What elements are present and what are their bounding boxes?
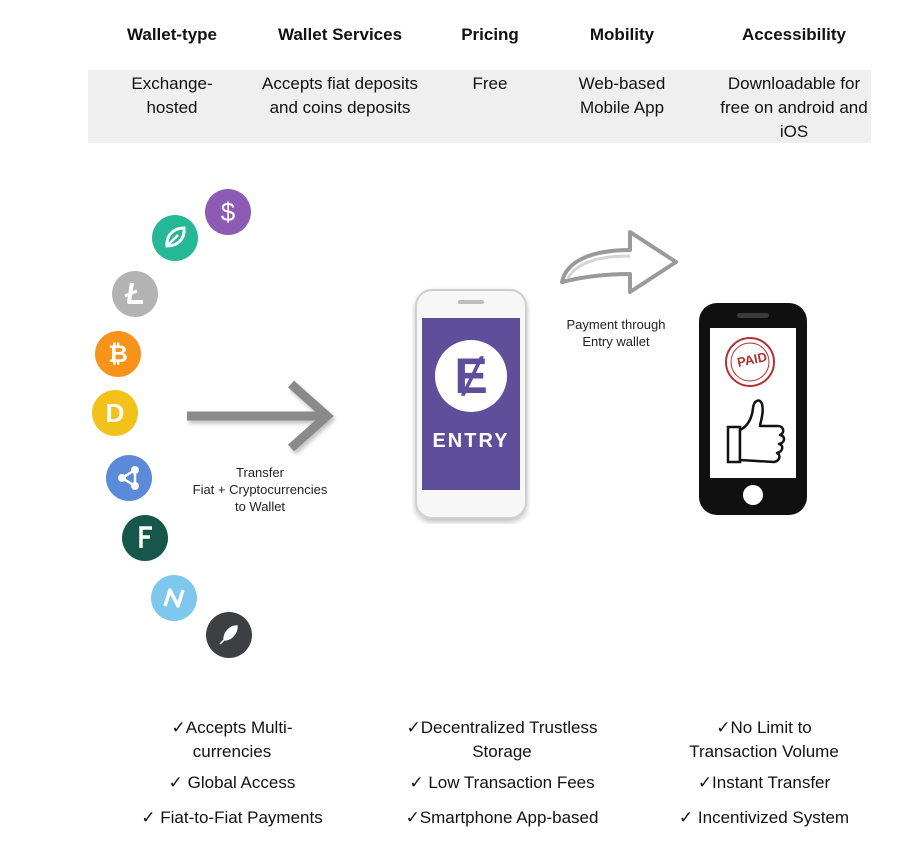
paid-phone bbox=[698, 302, 808, 516]
cell-mobility: Web-based Mobile App bbox=[578, 74, 666, 117]
header-wallet-services: Wallet Services bbox=[277, 25, 403, 44]
feather-coin-icon bbox=[206, 612, 252, 658]
cell-pricing: Free bbox=[472, 74, 508, 93]
header-mobility: Mobility bbox=[589, 25, 655, 44]
cell-wallet-services: Accepts fiat deposits and coins deposits bbox=[262, 74, 418, 117]
cell-accessibility: Downloadable for free on android and iOS bbox=[720, 74, 868, 141]
feature-no-limit: ✓No Limit to Transaction Volume bbox=[689, 718, 839, 761]
header-accessibility: Accessibility bbox=[742, 25, 846, 44]
feature-fiat-payments: ✓ Fiat-to-Fiat Payments bbox=[141, 808, 323, 827]
leaf-coin-icon bbox=[152, 215, 198, 261]
feature-app-based: ✓Smartphone App-based bbox=[405, 808, 599, 827]
payment-label: Payment through Entry wallet bbox=[566, 317, 666, 349]
cell-wallet-type: Exchange-hosted bbox=[131, 74, 213, 117]
f-coin-icon bbox=[122, 515, 168, 561]
feature-trustless-storage: ✓Decentralized Trustless Storage bbox=[406, 718, 598, 761]
dogecoin-icon bbox=[92, 390, 138, 436]
transfer-arrow-icon bbox=[185, 378, 337, 460]
entry-logo-icon: Ɇ bbox=[454, 348, 488, 404]
bitcoin-icon bbox=[95, 331, 141, 377]
paid-stamp: PAID bbox=[735, 349, 769, 370]
svg-text:$: $ bbox=[220, 197, 236, 227]
dollar-coin-icon bbox=[205, 189, 251, 235]
header-pricing: Pricing bbox=[461, 25, 519, 44]
nem-coin-icon bbox=[151, 575, 197, 621]
feature-incentivized: ✓ Incentivized System bbox=[678, 808, 850, 827]
entry-app-name: ENTRY bbox=[432, 430, 510, 452]
litecoin-icon bbox=[112, 271, 158, 317]
feature-global-access: ✓ Global Access bbox=[168, 773, 296, 792]
svg-text:₿: ₿ bbox=[108, 341, 128, 368]
header-wallet-type: Wallet-type bbox=[126, 25, 218, 44]
feature-multi-currencies: ✓Accepts Multi- currencies bbox=[171, 718, 293, 761]
feature-low-fees: ✓ Low Transaction Fees bbox=[409, 773, 595, 792]
ripple-icon bbox=[106, 455, 152, 501]
transfer-label: Transfer Fiat + Cryptocurrencies to Wallet bbox=[192, 465, 328, 514]
payment-arrow-icon bbox=[556, 222, 684, 302]
feature-instant-transfer: ✓Instant Transfer bbox=[697, 773, 831, 792]
svg-text:D: D bbox=[105, 398, 125, 428]
